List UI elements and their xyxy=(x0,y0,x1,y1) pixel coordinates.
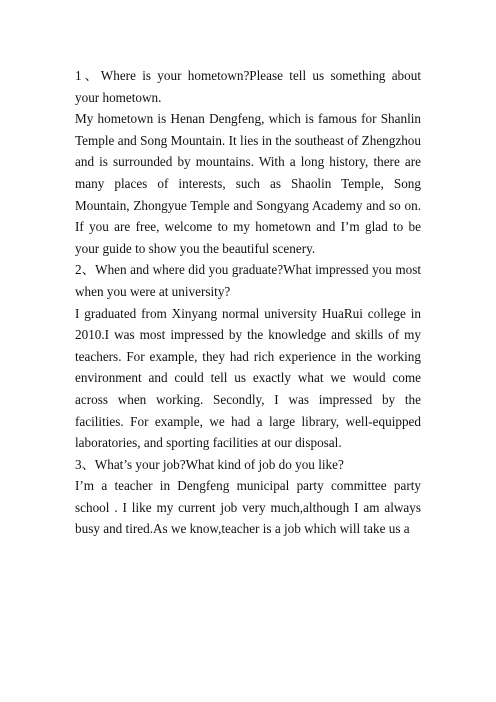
document-body xyxy=(75,65,421,540)
answer-1: My hometown is Henan Dengfeng, which is famous for Shanlin Temple and Song Mountain. It lies in the southeast of Zhengzhou and is surrounded by mountains. With a long history, there are many places of interests, such as Shaolin Temple, Song Mountain, Zhongyue Temple and Songyang Academy and so on. If you are free, welcome to my hometown and I’m glad to be your guide to show you the beautiful scenery. xyxy=(75,111,421,256)
answer-3: I’m a teacher in Dengfeng municipal party committee party school . I like my current job very much,although I am always busy and tired.As we know,teacher is a job which will take us a xyxy=(75,478,421,537)
question-1: 1、Where is your hometown?Please tell us something about your hometown. xyxy=(75,68,421,105)
answer-2: I graduated from Xinyang normal university HuaRui college in 2010.I was most impressed by the knowledge and skills of my teachers. For example, they had rich experience in the working environment and could tell us exactly what we would come across when working. Secondly, I was impressed by the facilities. For example, we had a large library, well-equipped laboratories, and sporting facilities at our disposal. xyxy=(75,305,421,451)
question-3: 3、What’s your job?What kind of job do you like? xyxy=(75,456,344,472)
question-2: 2、When and where did you graduate?What impressed you most when you were at university? xyxy=(75,262,421,299)
